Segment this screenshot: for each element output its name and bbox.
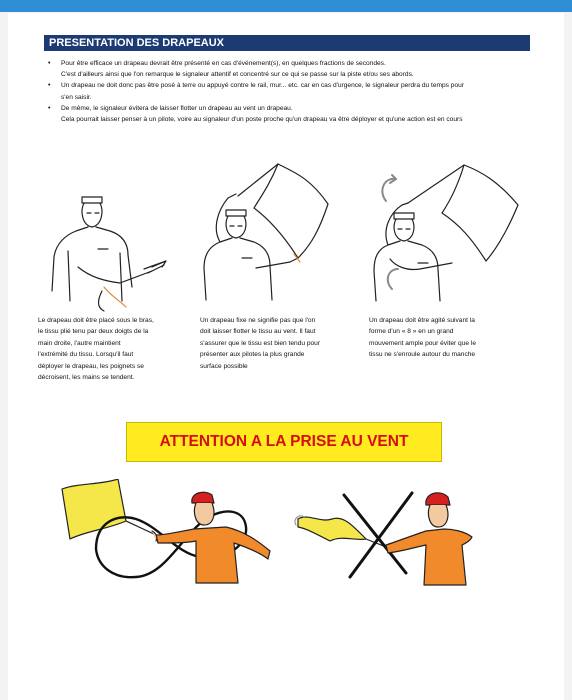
bullet-line: C'est d'ailleurs ainsi que l'on remarque le signaleur attentif et concentré sur ce qui se passe sur la piste et/ou ses abords. xyxy=(61,71,414,79)
caption-line: Un drapeau doit être agité suivant la xyxy=(369,317,475,324)
bullet-item xyxy=(44,58,538,80)
bullet-item xyxy=(44,80,538,102)
marshal-figure-eight-waving-illustration xyxy=(56,479,274,589)
marshal-flag-under-arm-illustration xyxy=(40,191,170,319)
bullet-line: Pour être efficace un drapeau devrait être présenté en cas d'événement(s), en quelques fractions de secondes. xyxy=(61,60,386,67)
intro-bullets xyxy=(44,58,538,125)
bullet-line: Un drapeau ne doit donc pas être posé à terre ou appuyé contre le rail, mur... etc. car en cas d'urgence, le signaleur perdra du temps pour xyxy=(61,82,464,90)
bullet-item xyxy=(44,103,538,125)
caption-line: forme d'un « 8 » en un grand xyxy=(369,328,454,336)
bullet-dot-icon: • xyxy=(48,60,51,67)
warning-banner: ATTENTION A LA PRISE AU VENT xyxy=(126,422,442,462)
caption-line: décroisent, les mains se tendent. xyxy=(38,374,135,382)
caption-line: Un drapeau fixe ne signifie pas que l'on xyxy=(200,317,316,324)
caption-line: présenter aux pilotes la plus grande xyxy=(200,351,305,359)
bullet-line: Cela pourrait laisser penser à un pilote, voire au signaleur d'un poste proche qu'un drapeau va être déployer et qu'une action est en cours xyxy=(61,116,463,124)
caption-line: tissu ne s'enroule autour du manche xyxy=(369,351,476,359)
caption-line: mouvement ample pour éviter que le xyxy=(369,339,477,347)
caption-flag-extended xyxy=(200,315,340,372)
top-accent-bar xyxy=(0,0,572,12)
caption-line: doit laisser flotter le tissu au vent. Il faut xyxy=(200,328,316,336)
caption-line: surface possible xyxy=(200,362,248,370)
caption-line: main droite, l'autre maintient xyxy=(38,339,121,347)
bullet-dot-icon: • xyxy=(48,82,51,90)
caption-line: Le drapeau doit être placé sous le bras, xyxy=(38,317,154,324)
section-header: PRESENTATION DES DRAPEAUX xyxy=(44,35,530,51)
bullet-line: De même, le signaleur évitera de laisser flotter un drapeau au vent un drapeau. xyxy=(61,104,293,112)
document-page xyxy=(8,13,564,700)
caption-line: le tissu plié tenu par deux doigts de la xyxy=(38,328,149,336)
caption-line: s'assurer que le tissu est bien tendu pour xyxy=(200,339,321,347)
marshal-flag-waving-illustration xyxy=(368,151,528,309)
caption-flag-under-arm xyxy=(38,315,178,383)
caption-line: déployer le drapeau, les poignets se xyxy=(38,362,144,370)
bullet-line: s'en saisir. xyxy=(61,93,92,101)
caption-line: l'extrémité du tissu. Lorsqu'il faut xyxy=(38,351,134,359)
marshal-flag-wrapped-incorrect-illustration xyxy=(294,479,474,589)
caption-flag-waving xyxy=(369,315,509,361)
marshal-flag-extended-illustration xyxy=(198,158,346,308)
bullet-dot-icon: • xyxy=(48,104,51,112)
